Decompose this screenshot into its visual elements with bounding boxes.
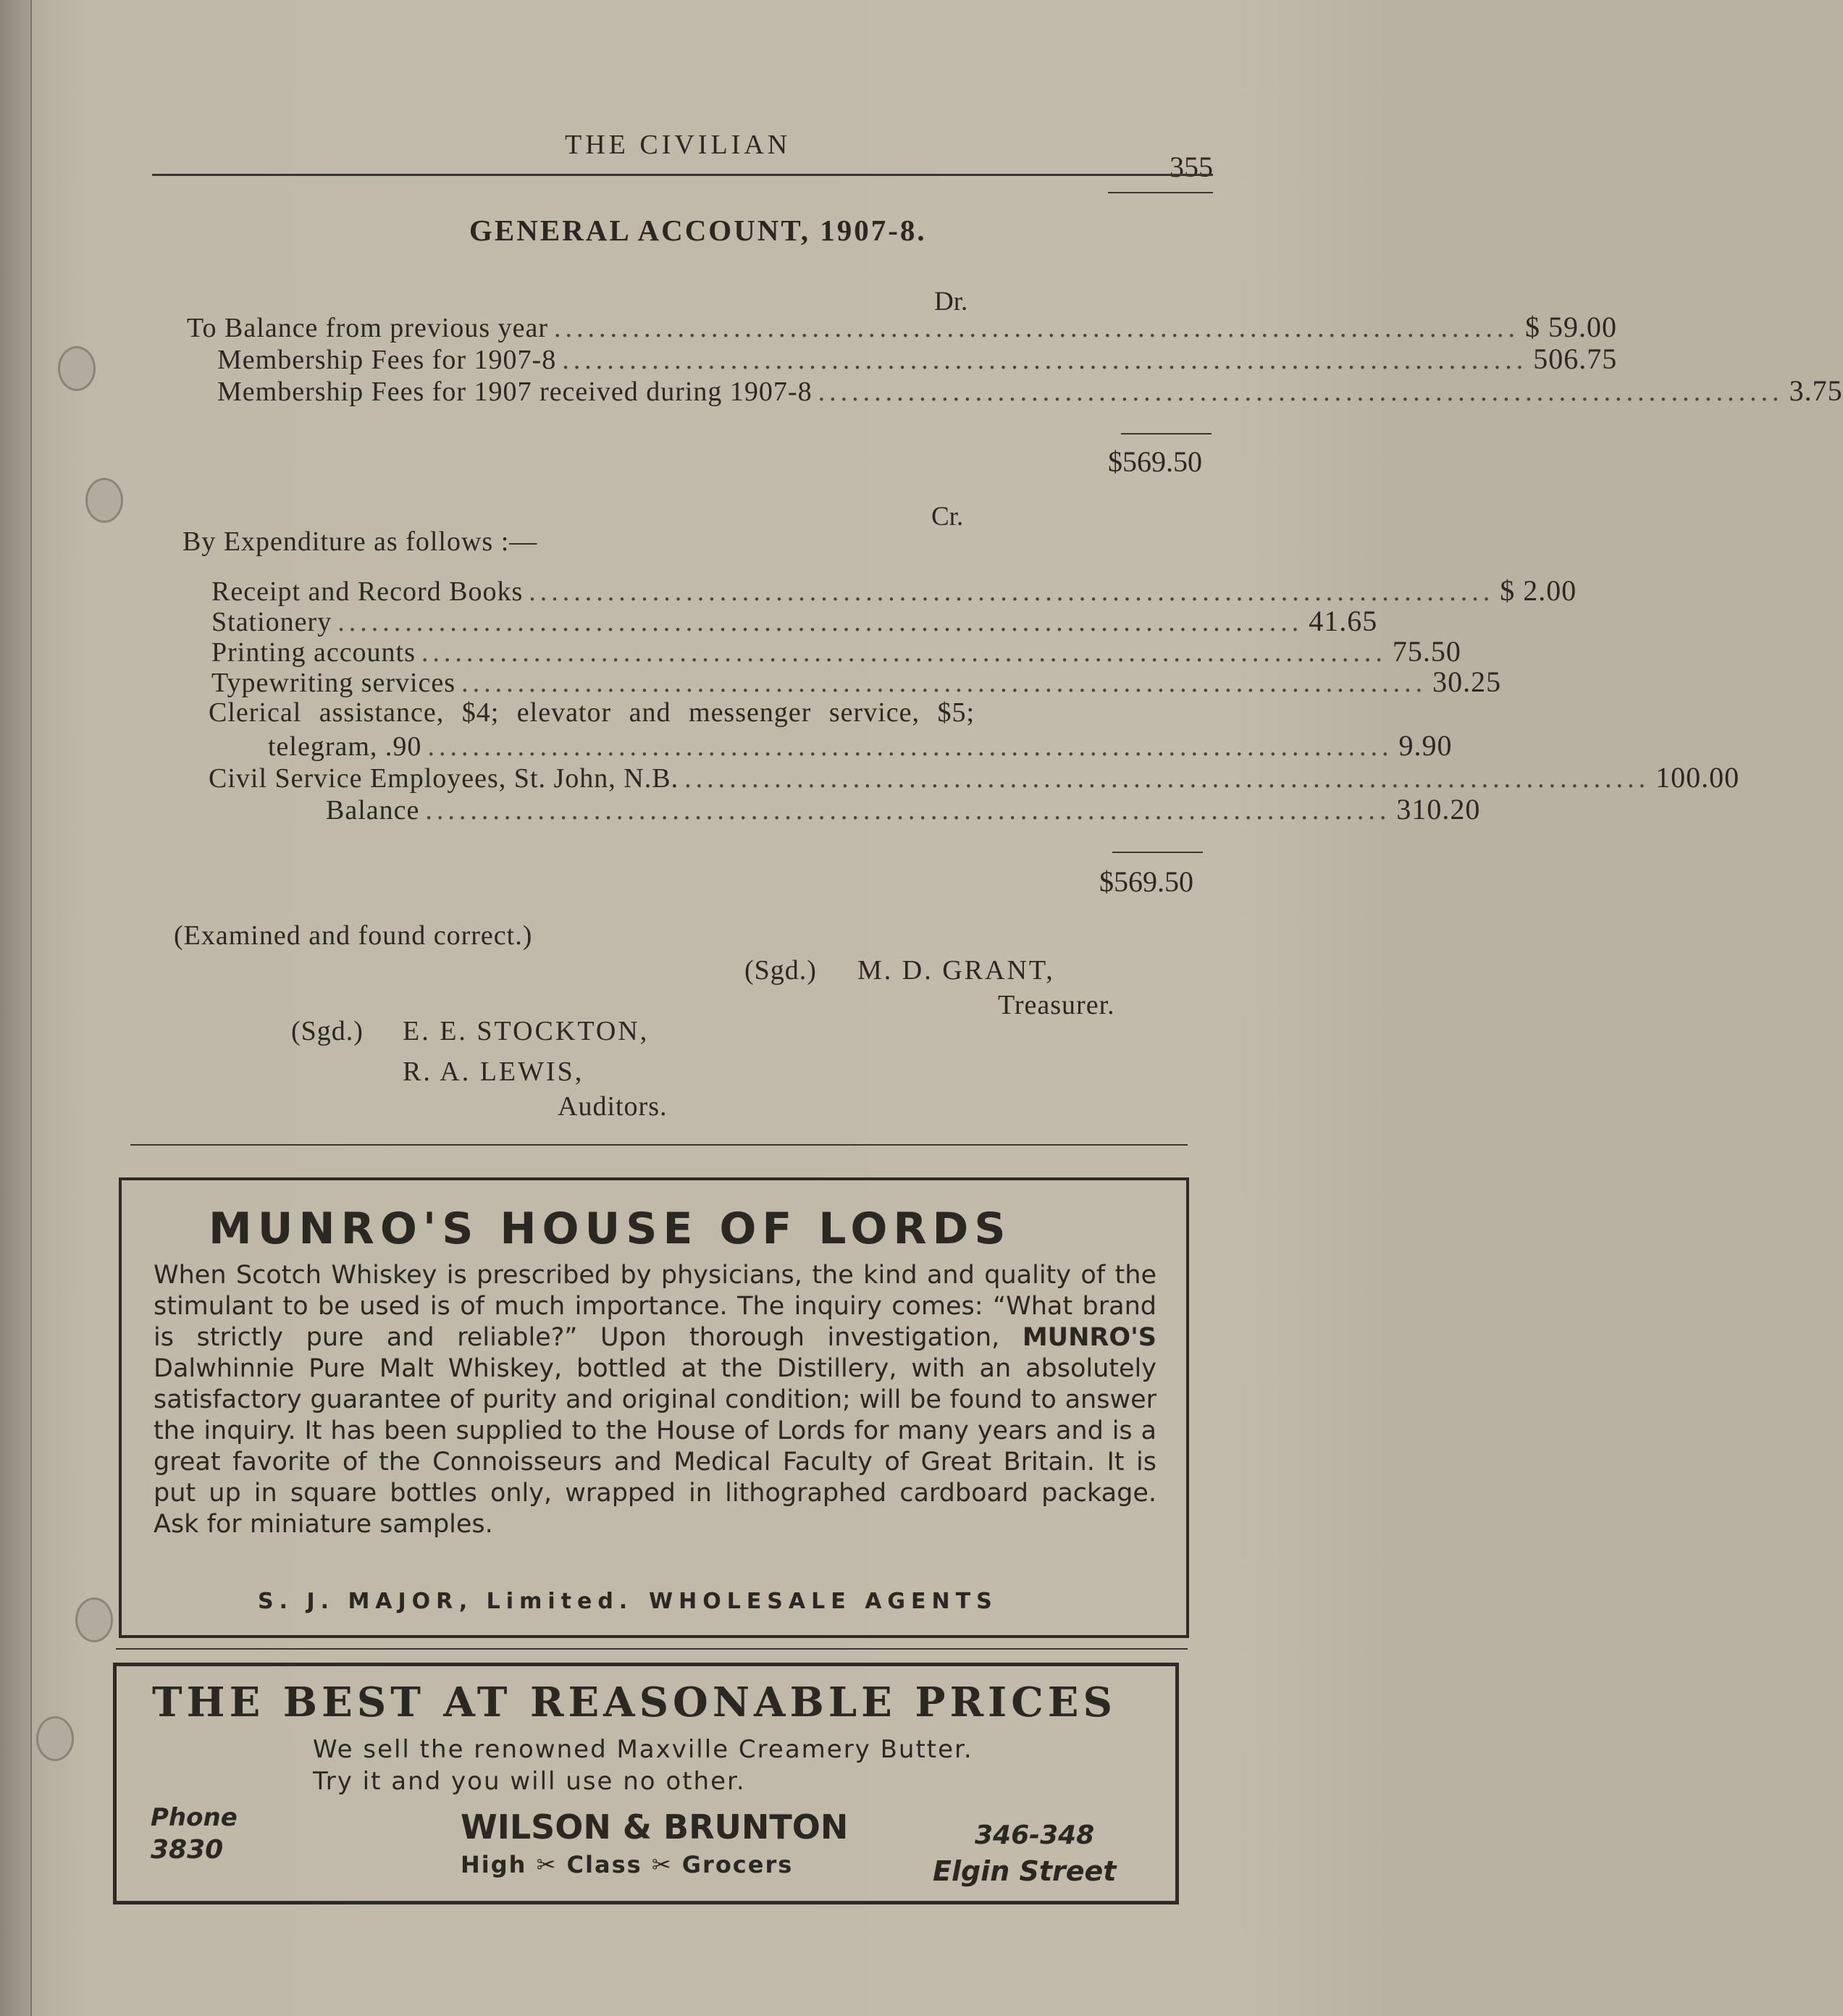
page-binding-edge — [0, 0, 32, 2016]
credit-line — [211, 604, 1378, 638]
credit-line-amount: 41.65 — [1309, 605, 1378, 637]
credit-total-rule — [1112, 852, 1203, 853]
leader-dots: ...................................................................................... — [562, 345, 1528, 375]
wilson-ad-line: Try it and you will use no other. — [313, 1767, 746, 1796]
credit-line-amount: 9.90 — [1398, 729, 1453, 762]
running-header: THE CIVILIAN — [565, 130, 792, 160]
debit-line-label: Membership Fees for 1907 received during 1907-8 — [217, 377, 813, 407]
credit-line-label: telegram, .90 — [268, 731, 422, 762]
munro-ad-body — [154, 1260, 1156, 1540]
leader-dots: ...................................................................................... — [421, 637, 1387, 668]
credit-line — [209, 760, 1740, 794]
auditor-name: R. A. LEWIS, — [403, 1057, 584, 1087]
credit-line-label: Balance — [326, 795, 420, 826]
leader-dots: ...................................................................................... — [554, 313, 1520, 343]
munro-ad-agent-role: WHOLESALE AGENTS — [649, 1589, 998, 1614]
munro-ad-brand: MUNRO'S — [1022, 1323, 1156, 1352]
wilson-ad-address-street: Elgin Street — [933, 1855, 1117, 1887]
credit-line-label: Civil Service Employees, St. John, N.B. — [209, 763, 679, 794]
credit-line-label: Receipt and Record Books — [211, 576, 524, 607]
leader-dots: ...................................................................................... — [427, 731, 1393, 762]
debit-line-label: Membership Fees for 1907-8 — [217, 345, 557, 375]
wilson-ad-line: We sell the renowned Maxville Creamery Butter. — [313, 1735, 973, 1764]
auditors-signed: (Sgd.) — [291, 1016, 364, 1046]
munro-ad-body-text: When Scotch Whiskey is prescribed by physicians, the kind and quality of the stimulant to be used is of much importance. The inquiry comes: “What brand is strictly pure and reliable?” Upon thorough investigation, — [154, 1261, 1156, 1352]
debit-line — [217, 374, 1843, 408]
wilson-ad-tagline: High ✂ Class ✂ Grocers — [461, 1851, 794, 1878]
credit-line — [211, 574, 1577, 608]
credit-line — [268, 728, 1453, 763]
credit-line-amount: $ 2.00 — [1500, 574, 1577, 607]
section-rule — [130, 1144, 1188, 1146]
credit-line-label: Typewriting services — [211, 668, 456, 698]
debit-line — [187, 310, 1618, 344]
leader-dots: ...................................................................................... — [337, 607, 1303, 637]
leader-dots: ...................................................................................... — [529, 576, 1495, 607]
leader-dots: ...................................................................................... — [425, 795, 1391, 826]
header-rule-short — [1108, 192, 1213, 193]
wilson-ad-title: THE BEST AT REASONABLE PRICES — [152, 1679, 1117, 1726]
treasurer-signed: (Sgd.) — [744, 955, 817, 986]
binding-hole — [85, 478, 123, 523]
leader-dots: ...................................................................................... — [684, 763, 1650, 794]
account-title: GENERAL ACCOUNT, 1907-8. — [469, 214, 927, 247]
wilson-ad-phone-number: 3830 — [151, 1835, 224, 1865]
debit-heading: Dr. — [934, 287, 968, 316]
debit-line-amount: 506.75 — [1533, 343, 1618, 375]
credit-line — [326, 792, 1481, 826]
page-number: 355 — [1170, 151, 1213, 183]
treasurer-role: Treasurer. — [998, 990, 1115, 1020]
munro-ad-body-text: Dalwhinnie Pure Malt Whiskey, bottled at the Distillery, with an absolutely satisfactory guarantee of purity and original condition; will be found to answer the inquiry. It has been supplied to the House of Lords for many years and is a great favorite of the Connoisseurs and Medical Faculty of Great Britain. It is put up in square bottles only, wrapped in lithographed cardboard package. Ask for miniature samples. — [154, 1354, 1156, 1539]
credit-line — [211, 634, 1461, 668]
credit-line-amount: 100.00 — [1655, 761, 1740, 794]
wilson-ad-address-number: 346-348 — [975, 1820, 1095, 1850]
binding-hole — [75, 1597, 113, 1642]
credit-line-amount: 310.20 — [1396, 793, 1481, 826]
leader-dots: ...................................................................................... — [818, 377, 1784, 407]
credit-line-label: Clerical assistance, $4; elevator and messenger service, $5; — [209, 697, 975, 728]
section-rule — [116, 1648, 1188, 1650]
credit-line — [211, 665, 1502, 699]
leader-dots: ...................................................................................... — [461, 668, 1427, 698]
credit-total: $569.50 — [1099, 865, 1193, 898]
credit-intro: By Expenditure as follows :— — [182, 526, 538, 557]
header-rule — [152, 174, 1213, 176]
binding-hole — [58, 346, 96, 391]
wilson-ad-phone-label: Phone — [151, 1803, 238, 1832]
munro-ad-title: MUNRO'S HOUSE OF LORDS — [209, 1204, 1012, 1254]
credit-line-label: Stationery — [211, 607, 332, 637]
wilson-ad-company: WILSON & BRUNTON — [461, 1807, 849, 1847]
debit-total-rule — [1121, 433, 1212, 434]
debit-line-amount: 3.75 — [1789, 374, 1843, 407]
debit-line-amount: $ 59.00 — [1525, 311, 1618, 343]
credit-line-amount: 30.25 — [1432, 665, 1502, 698]
debit-line-label: To Balance from previous year — [187, 313, 549, 343]
debit-line — [217, 342, 1618, 376]
credit-line-label: Printing accounts — [211, 637, 416, 668]
credit-heading: Cr. — [931, 502, 964, 532]
binding-hole — [36, 1716, 74, 1761]
credit-line-amount: 75.50 — [1392, 635, 1461, 668]
debit-total: $569.50 — [1108, 445, 1202, 478]
auditor-name: E. E. STOCKTON, — [403, 1016, 650, 1046]
munro-ad-agent: S. J. MAJOR, Limited. — [258, 1589, 634, 1614]
examined-note: (Examined and found correct.) — [174, 920, 533, 951]
treasurer-name: M. D. GRANT, — [857, 955, 1055, 986]
auditors-role: Auditors. — [558, 1091, 668, 1122]
